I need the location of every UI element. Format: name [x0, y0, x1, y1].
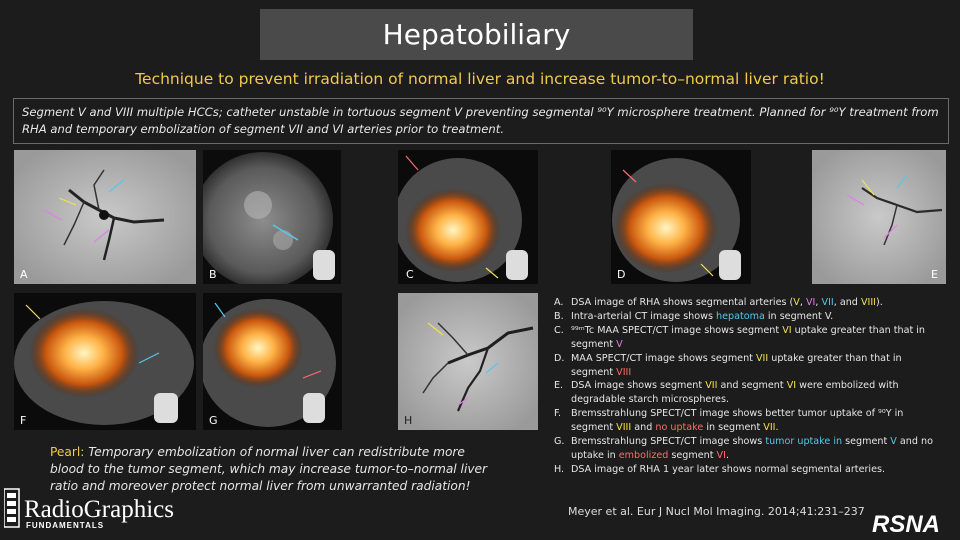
citation: Meyer et al. Eur J Nucl Mol Imaging. 2014;41:231–237: [568, 505, 865, 518]
angiogram-image-e: [812, 150, 946, 284]
panel-label-d: D: [617, 268, 626, 281]
figure-legend: [554, 296, 946, 477]
radiographics-logo: [4, 487, 194, 531]
rsna-logo: [872, 510, 954, 536]
slide-subtitle: Technique to prevent irradiation of normal liver and increase tumor-to–normal liver ratio!: [135, 70, 825, 88]
image-panel-g: [203, 293, 342, 430]
image-panel-a: [14, 150, 196, 284]
radiographics-logo-mark: [4, 487, 194, 531]
pearl-label: Pearl:: [50, 445, 85, 459]
image-panel-c: [398, 150, 538, 284]
panel-label-a: A: [20, 268, 28, 281]
legend-item-c: C. ⁹⁹ᵐTc MAA SPECT/CT image shows segment VI uptake greater than that in segment V: [554, 324, 926, 350]
legend-item-f: F. Bremsstrahlung SPECT/CT image shows better tumor uptake of ⁹⁰Y in segment VIII and no uptake in segment VII.: [554, 408, 904, 434]
ct-image-b: [203, 150, 341, 284]
title-banner: [260, 9, 693, 60]
rsna-logo-mark: [872, 510, 954, 536]
angiogram-image-a: [14, 150, 196, 284]
case-description-box: [13, 98, 949, 144]
case-description: Segment V and VIII multiple HCCs; catheter unstable in tortuous segment V preventing segmental ⁹⁰Y microsphere treatment. Planned for ⁹⁰Y treatment from RHA and temporary embolization of segment VII and VI arteries prior to treatment.: [22, 105, 939, 136]
legend-item-b: B. Intra-arterial CT image shows hepatoma in segment V.: [554, 310, 834, 322]
page-title: Hepatobiliary: [382, 18, 571, 51]
radiographics-wordmark: RadioGraphics: [24, 496, 174, 523]
pearl-text: Temporary embolization of normal liver can redistribute more blood to the tumor segment, which may increase tumor-to–normal liver ratio and moreover protect normal liver from unwarranted radiation!: [50, 445, 488, 493]
rsna-wordmark: RSNA: [872, 511, 941, 536]
panel-label-e: E: [931, 268, 938, 281]
legend-item-h: H. DSA image of RHA 1 year later shows normal segmental arteries.: [554, 463, 886, 475]
panel-label-g: G: [209, 414, 218, 427]
image-panel-e: [812, 150, 946, 284]
legend-item-a: A. DSA image of RHA shows segmental arteries (V, VI, VII, and VIII).: [554, 297, 883, 308]
legend-item-d: D. MAA SPECT/CT image shows segment VII uptake greater than that in segment VIII: [554, 352, 902, 378]
panel-label-f: F: [20, 414, 27, 427]
panel-label-h: H: [404, 414, 413, 427]
image-panel-h: [398, 293, 538, 430]
bremsstrahlung-image-f: [14, 293, 196, 430]
image-panel-b: [203, 150, 341, 284]
panel-label-c: C: [406, 268, 414, 281]
image-panel-d: [611, 150, 751, 284]
radiographics-subtitle: FUNDAMENTALS: [26, 521, 105, 530]
legend-item-g: G. Bremsstrahlung SPECT/CT image shows tumor uptake in segment V and no uptake in embolized segment VI.: [554, 436, 933, 461]
panel-label-b: B: [209, 268, 217, 281]
spect-ct-image-c: [398, 150, 538, 284]
image-panel-f: [14, 293, 196, 430]
legend-item-e: E. DSA image shows segment VII and segment VI were embolized with degradable starch microspheres.: [554, 380, 899, 406]
spect-ct-image-d: [611, 150, 751, 284]
angiogram-image-h: [398, 293, 538, 430]
bremsstrahlung-image-g: [203, 293, 342, 430]
